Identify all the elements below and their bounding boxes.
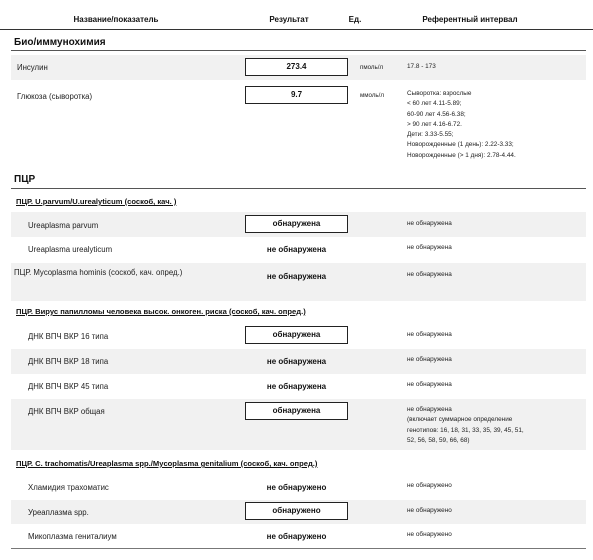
- header-result: Результат: [269, 15, 309, 24]
- test-name: ДНК ВПЧ ВКР 45 типа: [28, 382, 109, 391]
- test-name: Ureaplasma urealyticum: [28, 245, 113, 254]
- test-name: Ureaplasma parvum: [28, 221, 99, 230]
- table-row-mycoplasma-genitalium: [11, 524, 586, 548]
- result-value: не обнаружено: [266, 483, 327, 492]
- result-value: не обнаружена: [266, 357, 327, 366]
- table-row-glucose: [11, 84, 586, 168]
- table-header: [0, 9, 593, 30]
- bottom-divider: [11, 548, 586, 549]
- table-row-ureaplasma-urealyticum: [11, 237, 586, 262]
- result-value: обнаружено: [245, 502, 348, 520]
- reference-interval: не обнаружена: [407, 356, 452, 363]
- result-value: обнаружена: [245, 402, 348, 420]
- test-name: Инсулин: [17, 63, 48, 72]
- reference-interval: Сыворотка: взрослые < 60 лет 4.11-5.89; 60-90 лет 4.56-6.38; > 90 лет 4.16-6.72. Дети: 3.33-5.55; Новорожденные (1 день): 2.22-3.33; Новорожденные (> 1 дня): 2.78-4.44.: [407, 90, 516, 159]
- test-name: Глюкоза (сыворотка): [17, 92, 93, 101]
- reference-interval: не обнаружено: [407, 482, 452, 489]
- unit-label: ммоль/л: [360, 92, 384, 99]
- test-name: ДНК ВПЧ ВКР 18 типа: [28, 357, 109, 366]
- table-row-hpv-16: [11, 322, 586, 349]
- table-row-hpv-18: [11, 349, 586, 374]
- section-title-pcr: ПЦР: [14, 174, 36, 185]
- reference-interval: не обнаружена: [407, 331, 452, 338]
- reference-interval: не обнаружена (включает суммарное определение генотипов: 16, 18, 31, 33, 35, 39, 45, 51, 52, 56, 58, 59, 66, 68): [407, 406, 524, 444]
- reference-interval: 17.8 - 173: [407, 63, 436, 70]
- table-row-mycoplasma-hominis: [11, 263, 586, 301]
- test-name: Уреаплазма spp.: [28, 508, 89, 517]
- unit-label: пмоль/л: [360, 64, 384, 71]
- table-row-ureaplasma-parvum: [11, 212, 586, 237]
- section-divider: [11, 50, 586, 51]
- result-value: обнаружена: [245, 326, 348, 344]
- subsection-title: ПЦР. U.parvum/U.urealyticum (соскоб, кач. ): [16, 197, 177, 206]
- test-name: ДНК ВПЧ ВКР 16 типа: [28, 332, 109, 341]
- section-divider: [11, 188, 586, 189]
- test-name: ПЦР. Mycoplasma hominis (соскоб, кач. опред.): [14, 268, 183, 277]
- reference-interval: не обнаружена: [407, 220, 452, 227]
- subsection-title: ПЦР. Вирус папилломы человека высок. онкоген. риска (соскоб, кач. опред.): [16, 307, 306, 316]
- table-row-ureaplasma-spp: [11, 500, 586, 524]
- test-name: ДНК ВПЧ ВКР общая: [28, 407, 105, 416]
- reference-interval: не обнаружена: [407, 244, 452, 251]
- result-value: обнаружена: [245, 215, 348, 233]
- table-row-chlamydia: [11, 475, 586, 500]
- result-value: не обнаружена: [266, 382, 327, 391]
- reference-interval: не обнаружена: [407, 271, 452, 278]
- header-name: Название/показатель: [73, 15, 159, 24]
- header-unit: Ед.: [348, 15, 362, 24]
- subsection-title: ПЦР. C. trachomatis/Ureaplasma spp./Mycoplasma genitalium (соскоб, кач. опред.): [16, 459, 318, 468]
- table-row-insulin: [11, 55, 586, 80]
- header-reference: Референтный интервал: [422, 15, 518, 24]
- reference-interval: не обнаружена: [407, 381, 452, 388]
- test-name: Микоплазма гениталиум: [28, 532, 117, 541]
- reference-interval: не обнаружено: [407, 531, 452, 538]
- result-value: 273.4: [245, 58, 348, 76]
- reference-interval: не обнаружено: [407, 507, 452, 514]
- section-title-bio: Био/иммунохимия: [14, 37, 106, 48]
- result-value: не обнаружена: [266, 245, 327, 254]
- result-value: не обнаружено: [266, 532, 327, 541]
- table-row-hpv-45: [11, 374, 586, 399]
- test-name: Хламидия трахоматис: [28, 483, 109, 492]
- result-value: 9.7: [245, 86, 348, 104]
- table-row-hpv-total: [11, 399, 586, 450]
- result-value: не обнаружена: [266, 272, 327, 281]
